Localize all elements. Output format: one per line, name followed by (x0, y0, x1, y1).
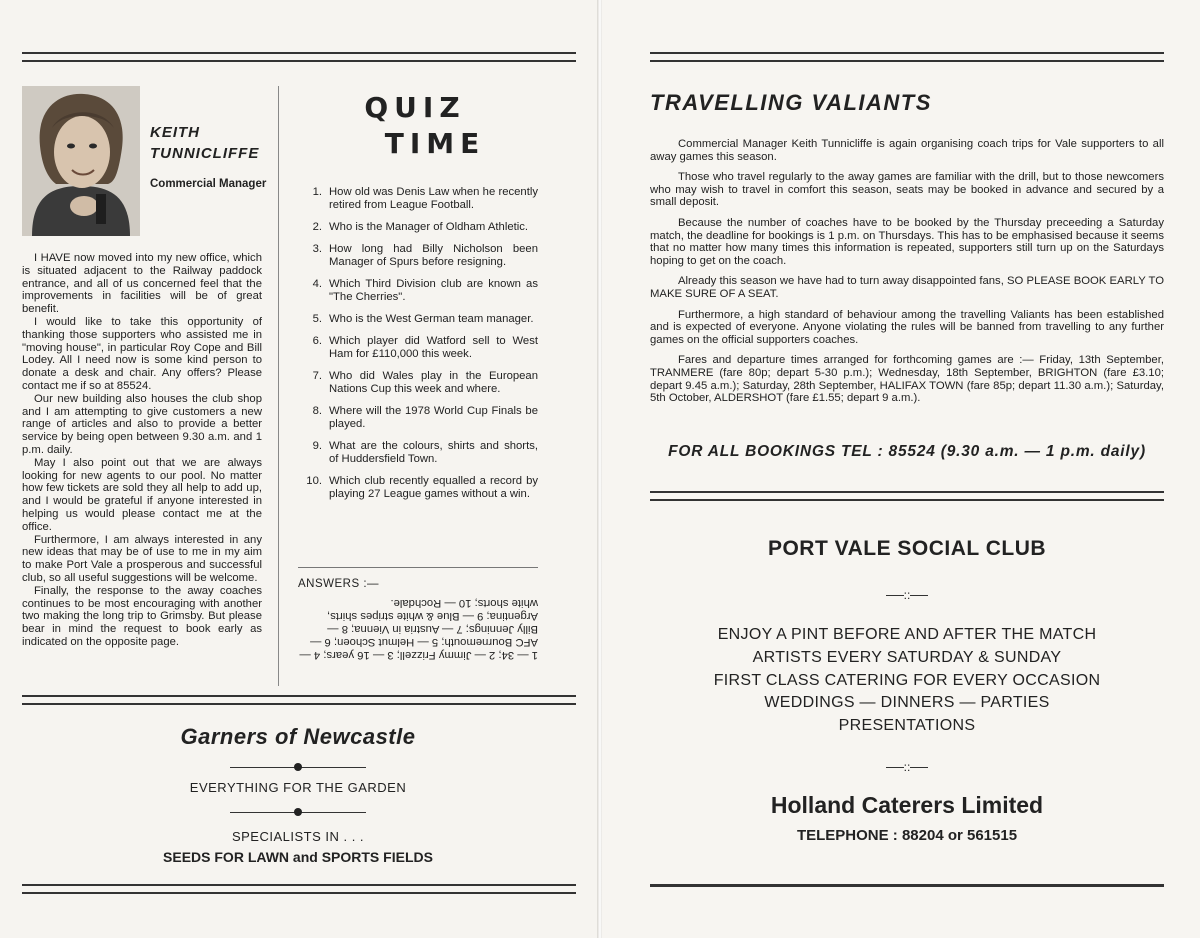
caterer-name: Holland Caterers Limited (770, 792, 1044, 818)
article-paragraph: Finally, the response to the away coaches continues to be most encouraging with another two making the long trip to Grimsby. But please bear in mind the request to book early as indicated on the opposite page. (22, 584, 262, 648)
question-text: What are the colours, shirts and shorts, of Huddersfield Town. (329, 440, 538, 465)
question-number: 6. (312, 335, 322, 347)
question-text: Who did Wales play in the European Nations Cup this week and where. (329, 370, 538, 395)
quiz-question (298, 405, 538, 431)
article-paragraph: Those who travel regularly to the away games are familiar with the drill, but to those newcomers who may wish to travel in comfort this season, seats may be booked in advance and secured by a small deposit. (650, 171, 1164, 209)
question-text: Which player did Watford sell to West Ham for £110,000 this week. (329, 335, 538, 360)
article-paragraph: I HAVE now moved into my new office, which is situated adjacent to the Railway paddock entrance, and all of us concerned feel that the improvements in facilities will be of great benefit. (22, 252, 262, 316)
question-number: 4. (312, 278, 322, 290)
column-divider (278, 86, 279, 686)
separator (650, 588, 1164, 602)
ad-top-rule (22, 695, 576, 705)
article-paragraph: Furthermore, I am always interested in any new ideas that may be of use to me in my aim to make Port Vale a prosperous and successful club, so all useful suggestions will be welcome. (22, 533, 262, 584)
right-bottom-rule (650, 884, 1164, 887)
question-text: Which Third Division club are known as "The Cherries". (329, 278, 538, 303)
question-number: 3. (312, 243, 322, 255)
separator-mark: :: (903, 760, 911, 774)
question-number: 7. (312, 370, 322, 382)
travel-article (650, 138, 1164, 413)
manager-photo (22, 86, 140, 236)
question-text: How long had Billy Nicholson been Manager of Spurs before resigning. (329, 243, 538, 268)
quiz-title (340, 90, 490, 162)
question-number: 5. (312, 313, 322, 325)
social-line: FIRST CLASS CATERING FOR EVERY OCCASION (713, 671, 1101, 689)
manager-name: KEITH TUNNICLIFFE (150, 124, 260, 162)
article-paragraph: I would like to take this opportunity of thanking those supporters who assisted me in "moving house", in particular Roy Cope and Bill Lodey. All I need now is some kind person to donate a desk and chair. Any offers? Please contact me if so at 85524. (22, 315, 262, 392)
manager-role: Commercial Manager (150, 178, 267, 190)
right-top-rule (650, 52, 1164, 62)
quiz-title-line2: TIME (384, 127, 486, 160)
top-rule (22, 52, 576, 62)
article-paragraph: Furthermore, a high standard of behaviour among the travelling Valiants has been established and is expected of everyone. Anyone violating the rules will be banned from travelling to any further games on the official supporters coaches. (650, 308, 1164, 346)
article-paragraph: Because the number of coaches have to be booked by the Thursday preceeding a Saturday match, the deadline for bookings is 1 p.m. on Thursdays. This has to be emphasised because it seems that no matter how many times this information is repeated, supporters still turn up on the Saturdays hoping to get on the coach. (650, 216, 1164, 267)
question-number: 2. (312, 221, 322, 233)
quiz-question (298, 243, 538, 269)
article-paragraph: Already this season we have had to turn away disappointed fans, SO PLEASE BOOK EARLY TO MAKE SURE OF A SEAT. (650, 275, 1164, 300)
quiz-question (298, 370, 538, 396)
quiz-questions (298, 186, 538, 510)
question-text: Where will the 1978 World Cup Finals be played. (329, 405, 538, 430)
article-title: TRAVELLING VALIANTS (650, 90, 932, 115)
social-club-title: PORT VALE SOCIAL CLUB (767, 537, 1047, 560)
social-line: PRESENTATIONS (838, 717, 976, 735)
bottom-rule (22, 884, 576, 894)
question-number: 8. (312, 405, 322, 417)
article-paragraph: Fares and departure times arranged for forthcoming games are :— Friday, 13th September, TRANMERE (fare 80p; depart 5-30 p.m.); Wednesday, 18th September, BRIGHTON (fare £3.10; depart 9.45 a.m.); Saturday, 28th September, HALIFAX TOWN (fare 85p; depart 11.30 a.m.); Saturday, 5th October, ALDERSHOT (fare £1.55; depart 9 a.m.). (650, 354, 1164, 405)
social-line: ARTISTS EVERY SATURDAY & SUNDAY (752, 648, 1062, 666)
article-paragraph: Commercial Manager Keith Tunnicliffe is again organising coach trips for Vale supporters to all away games this season. (650, 138, 1164, 163)
ornament-divider (230, 763, 366, 773)
quiz-question (298, 186, 538, 212)
separator (650, 760, 1164, 774)
question-text: Who is the Manager of Oldham Athletic. (329, 221, 529, 233)
quiz-question (298, 335, 538, 361)
answers-upside-down: 1 — 34; 2 — Jimmy Frizzell; 3 — 16 years; 4 — AFC Bournemouth; 5 — Helmut Schoen; 6 — Billy Jennings; 7 — Austria in Vienna; 8 — Argentina; 9 — Blue & white stripes shirts, white shorts; 10 — Rochdale. (299, 597, 538, 661)
separator-mark: :: (903, 588, 911, 602)
article-paragraph: May I also point out that we are always looking for new agents to our pool. No matter how few tickets are sold they all help to add up, and I would be grateful if anyone interested in helping us would please contact me at the office. (22, 456, 262, 533)
ornament-divider (230, 808, 366, 818)
ad-line-garden: EVERYTHING FOR THE GARDEN (189, 780, 407, 795)
quiz-question (298, 313, 538, 326)
question-text: How old was Denis Law when he recently retired from League Football. (329, 186, 538, 211)
answers-rule (298, 567, 538, 568)
answers-label: ANSWERS :— (298, 578, 380, 590)
social-club-lines (650, 624, 1164, 738)
question-text: Who is the West German team manager. (329, 313, 534, 325)
quiz-title-line1: QUIZ (364, 91, 466, 124)
ad-line-seeds: SEEDS FOR LAWN and SPORTS FIELDS (163, 849, 433, 865)
quiz-question (298, 440, 538, 466)
social-top-rule (650, 491, 1164, 501)
bookings-line: FOR ALL BOOKINGS TEL : 85524 (9.30 a.m. — 1 p.m. daily) (668, 443, 1146, 460)
question-number: 9. (312, 440, 322, 452)
manager-article (22, 252, 262, 649)
question-number: 1. (312, 186, 322, 198)
ad-line-specialists: SPECIALISTS IN . . . (231, 829, 365, 844)
quiz-question (298, 221, 538, 234)
social-line: WEDDINGS — DINNERS — PARTIES (764, 694, 1050, 712)
question-number: 10. (306, 475, 322, 487)
left-page (0, 0, 598, 938)
quiz-question (298, 475, 538, 501)
quiz-question (298, 278, 538, 304)
ad-title: Garners of Newcastle (180, 724, 416, 749)
social-line: ENJOY A PINT BEFORE AND AFTER THE MATCH (717, 626, 1097, 643)
question-text: Which club recently equalled a record by playing 27 League games without a win. (329, 475, 538, 500)
caterer-telephone: TELEPHONE : 88204 or 561515 (796, 827, 1018, 844)
article-paragraph: Our new building also houses the club shop and I am attempting to give customers a new range of articles and also to provide a better service by being open between 9.30 a.m. and 1 p.m. daily. (22, 392, 262, 456)
